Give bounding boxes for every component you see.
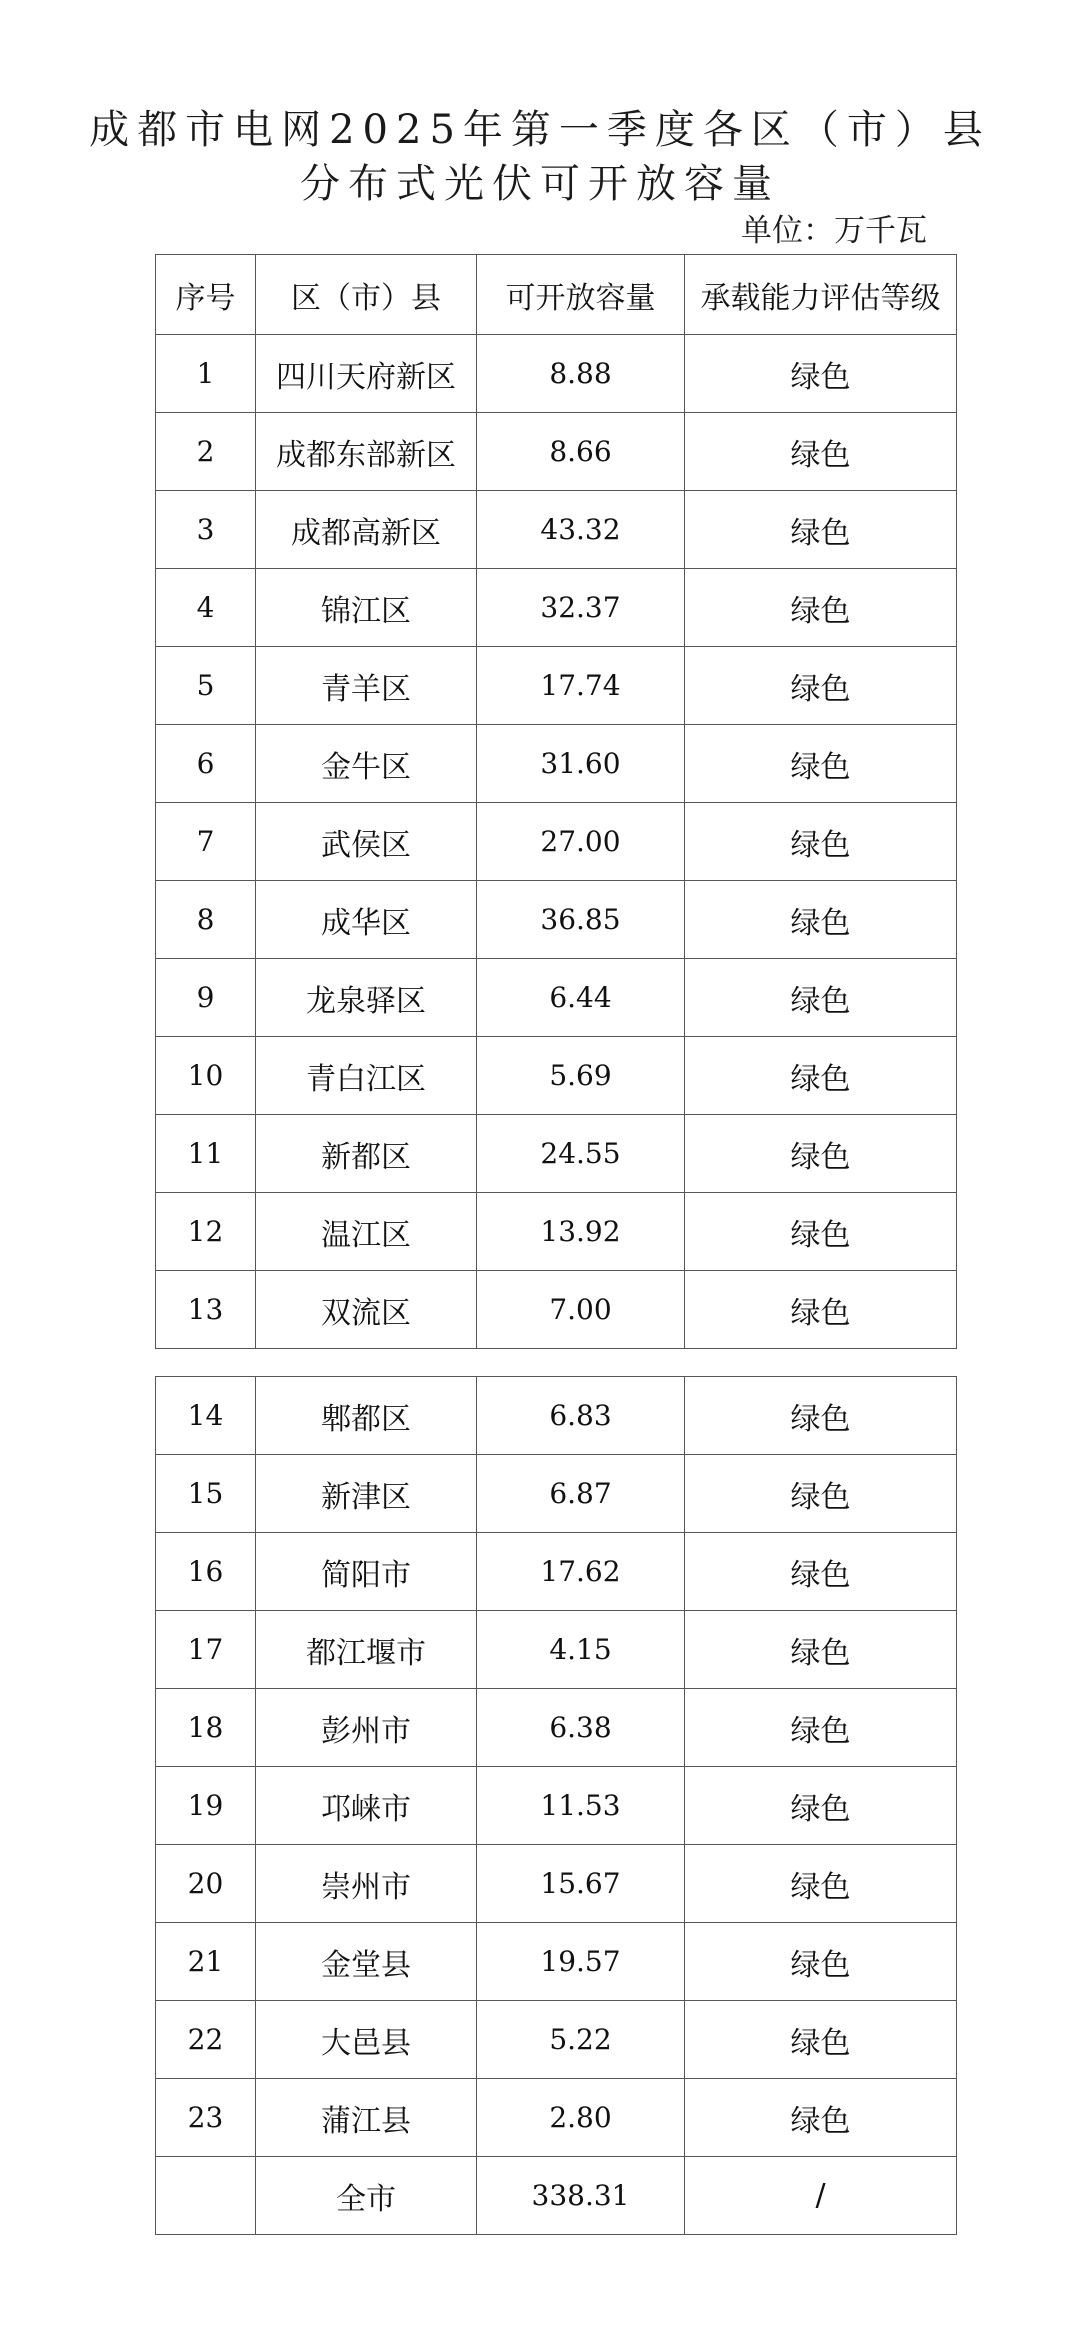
row-capacity-cell: 6.83 [477,1377,685,1455]
row-index-cell: 10 [156,1037,256,1115]
document-title-line2: 分布式光伏可开放容量 [300,161,780,207]
table-row [156,569,957,647]
row-district-cell: 新都区 [256,1115,477,1193]
table-row [156,1115,957,1193]
header-capacity: 可开放容量 [477,255,685,335]
table-row [156,647,957,725]
row-index-cell: 4 [156,569,256,647]
row-level-cell: 绿色 [685,959,957,1037]
row-level-cell: 绿色 [685,413,957,491]
table-row [156,1767,957,1845]
row-level-cell: 绿色 [685,491,957,569]
table-row [156,1923,957,2001]
row-capacity-cell: 5.22 [477,2001,685,2079]
row-level-cell: 绿色 [685,335,957,413]
row-capacity-cell: 8.66 [477,413,685,491]
row-level-cell: 绿色 [685,881,957,959]
document-title-line1: 成都市电网2025年第一季度各区（市）县 [89,107,991,153]
row-district-cell: 金牛区 [256,725,477,803]
row-capacity-cell: 13.92 [477,1193,685,1271]
row-capacity-cell: 24.55 [477,1115,685,1193]
header-district: 区（市）县 [256,255,477,335]
capacity-table-part1 [155,254,957,1349]
row-district-cell: 四川天府新区 [256,335,477,413]
capacity-table-part2 [155,1376,957,2235]
row-index-cell: 20 [156,1845,256,1923]
table-header-row [156,255,957,335]
row-district-cell: 金堂县 [256,1923,477,2001]
row-index-cell: 15 [156,1455,256,1533]
table-row [156,1533,957,1611]
table-row [156,1845,957,1923]
row-index-cell: 23 [156,2079,256,2157]
row-level-cell: 绿色 [685,1689,957,1767]
row-index-cell: 22 [156,2001,256,2079]
row-district-cell: 郫都区 [256,1377,477,1455]
row-capacity-cell: 6.38 [477,1689,685,1767]
table-row [156,335,957,413]
table-row [156,1689,957,1767]
row-capacity-cell: 17.74 [477,647,685,725]
row-capacity-cell: 31.60 [477,725,685,803]
row-district-cell: 青白江区 [256,1037,477,1115]
row-level-cell: 绿色 [685,1611,957,1689]
table-row [156,413,957,491]
row-level-cell: 绿色 [685,725,957,803]
table-row [156,1377,957,1455]
row-index-cell: 12 [156,1193,256,1271]
row-index-cell: 2 [156,413,256,491]
row-capacity-cell: 27.00 [477,803,685,881]
row-district-cell: 邛崃市 [256,1767,477,1845]
table-row [156,1271,957,1349]
table-row [156,2001,957,2079]
table-row [156,1611,957,1689]
row-index-cell: 7 [156,803,256,881]
row-level-cell: 绿色 [685,1845,957,1923]
row-capacity-cell: 4.15 [477,1611,685,1689]
row-capacity-cell: 11.53 [477,1767,685,1845]
row-level-cell: / [685,2157,957,2235]
row-capacity-cell: 6.87 [477,1455,685,1533]
row-level-cell: 绿色 [685,1271,957,1349]
row-index-cell: 6 [156,725,256,803]
row-capacity-cell: 15.67 [477,1845,685,1923]
table-row [156,881,957,959]
row-district-cell: 简阳市 [256,1533,477,1611]
row-index-cell: 1 [156,335,256,413]
row-district-cell: 都江堰市 [256,1611,477,1689]
row-capacity-cell: 5.69 [477,1037,685,1115]
table-row [156,2079,957,2157]
row-index-cell: 21 [156,1923,256,2001]
row-district-cell: 成华区 [256,881,477,959]
row-district-cell: 温江区 [256,1193,477,1271]
row-capacity-cell: 6.44 [477,959,685,1037]
row-index-cell: 19 [156,1767,256,1845]
row-capacity-cell: 43.32 [477,491,685,569]
row-level-cell: 绿色 [685,1193,957,1271]
row-district-cell: 蒲江县 [256,2079,477,2157]
unit-label: 单位：万千瓦 [741,213,927,249]
row-level-cell: 绿色 [685,803,957,881]
row-capacity-cell: 2.80 [477,2079,685,2157]
row-index-cell: 9 [156,959,256,1037]
row-capacity-cell: 7.00 [477,1271,685,1349]
row-district-cell: 崇州市 [256,1845,477,1923]
row-level-cell: 绿色 [685,2001,957,2079]
table-row [156,1455,957,1533]
row-index-cell: 16 [156,1533,256,1611]
row-district-cell: 成都高新区 [256,491,477,569]
row-capacity-cell: 19.57 [477,1923,685,2001]
table-row [156,803,957,881]
row-level-cell: 绿色 [685,1037,957,1115]
row-index-cell: 13 [156,1271,256,1349]
row-capacity-cell: 17.62 [477,1533,685,1611]
row-index-cell: 5 [156,647,256,725]
row-level-cell: 绿色 [685,1455,957,1533]
row-capacity-cell: 8.88 [477,335,685,413]
row-district-cell: 武侯区 [256,803,477,881]
row-level-cell: 绿色 [685,569,957,647]
table-row [156,959,957,1037]
table-row [156,1037,957,1115]
row-district-cell: 龙泉驿区 [256,959,477,1037]
row-capacity-cell: 338.31 [477,2157,685,2235]
row-district-cell: 双流区 [256,1271,477,1349]
row-index-cell: 11 [156,1115,256,1193]
row-capacity-cell: 32.37 [477,569,685,647]
row-district-cell: 成都东部新区 [256,413,477,491]
row-index-cell: 3 [156,491,256,569]
row-level-cell: 绿色 [685,1377,957,1455]
row-level-cell: 绿色 [685,2079,957,2157]
row-level-cell: 绿色 [685,1115,957,1193]
row-district-cell: 彭州市 [256,1689,477,1767]
table-row [156,1193,957,1271]
table-row [156,491,957,569]
table-total-row [156,2157,957,2235]
row-district-cell: 青羊区 [256,647,477,725]
table-row [156,725,957,803]
row-district-cell: 锦江区 [256,569,477,647]
row-level-cell: 绿色 [685,647,957,725]
row-level-cell: 绿色 [685,1923,957,2001]
row-district-cell: 新津区 [256,1455,477,1533]
row-index-cell [156,2157,256,2235]
row-district-cell: 全市 [256,2157,477,2235]
row-level-cell: 绿色 [685,1767,957,1845]
row-index-cell: 18 [156,1689,256,1767]
header-index: 序号 [156,255,256,335]
row-level-cell: 绿色 [685,1533,957,1611]
row-district-cell: 大邑县 [256,2001,477,2079]
row-index-cell: 17 [156,1611,256,1689]
row-index-cell: 8 [156,881,256,959]
header-level: 承载能力评估等级 [685,255,957,335]
row-capacity-cell: 36.85 [477,881,685,959]
row-index-cell: 14 [156,1377,256,1455]
